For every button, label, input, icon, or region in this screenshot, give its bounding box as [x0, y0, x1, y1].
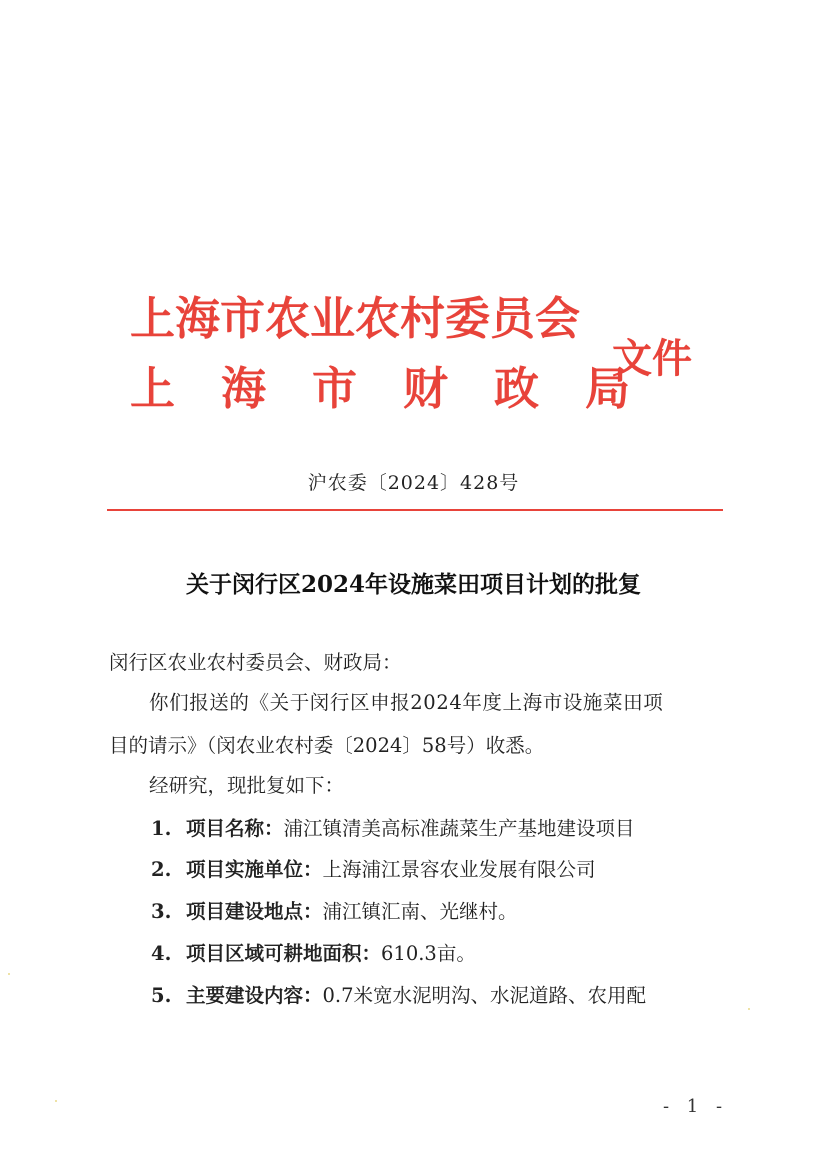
document-number: 沪农委〔2024〕428号 [307, 472, 520, 494]
list-item [151, 902, 518, 922]
addressee: 闵行区农业农村委员会、财政局： [109, 651, 402, 674]
list-item-value: 0.7米宽水泥明沟、水泥道路、农用配 [322, 984, 647, 1007]
list-item-number: 5. [151, 984, 172, 1007]
scan-speck [8, 973, 10, 975]
paragraph-2: 经研究，现批复如下： [149, 774, 345, 797]
list-item-number: 3. [151, 900, 172, 923]
issuer-char: 财 [403, 362, 449, 415]
list-item-value: 浦江镇清美高标准蔬菜生产基地建设项目 [283, 817, 635, 840]
issuer-char: 海 [221, 362, 267, 415]
list-item-label: 主要建设内容： [186, 984, 323, 1007]
list-item [151, 986, 646, 1006]
list-item-number: 2. [151, 858, 172, 881]
list-item-label: 项目建设地点： [186, 900, 323, 923]
document-title: 关于闵行区2024年设施菜田项目计划的批复 [185, 571, 641, 598]
issuer-char: 局 [585, 362, 631, 415]
red-divider-line [107, 509, 723, 511]
list-item-label: 项目区域可耕地面积： [186, 942, 382, 965]
issuer-line-agriculture-committee: 上海市农业农村委员会 [130, 292, 581, 345]
list-item-number: 4. [151, 942, 172, 965]
page-number: - 1 - [663, 1096, 729, 1117]
list-item-value: 610.3亩。 [381, 942, 476, 965]
issuer-line-finance-bureau [130, 352, 630, 417]
scan-speck [55, 1100, 57, 1102]
issuer-char: 政 [494, 362, 540, 415]
paragraph-1-line-2: 目的请示》（闵农业农村委〔2024〕58号）收悉。 [109, 734, 545, 757]
list-item-label: 项目名称： [186, 817, 284, 840]
list-item-value: 上海浦江景容农业发展有限公司 [322, 858, 596, 881]
issuer-char: 上 [130, 362, 176, 415]
issuer-char: 市 [312, 362, 358, 415]
list-item [151, 819, 635, 839]
paragraph-1-line-1: 你们报送的《关于闵行区申报2024年度上海市设施菜田项 [149, 691, 664, 714]
list-item [151, 860, 596, 880]
list-item-label: 项目实施单位： [186, 858, 323, 881]
list-item-value: 浦江镇汇南、光继村。 [322, 900, 518, 923]
list-item [151, 944, 476, 964]
document-type-label: 文件 [612, 335, 692, 382]
list-item-number: 1. [151, 817, 172, 840]
scan-speck [748, 1008, 750, 1010]
